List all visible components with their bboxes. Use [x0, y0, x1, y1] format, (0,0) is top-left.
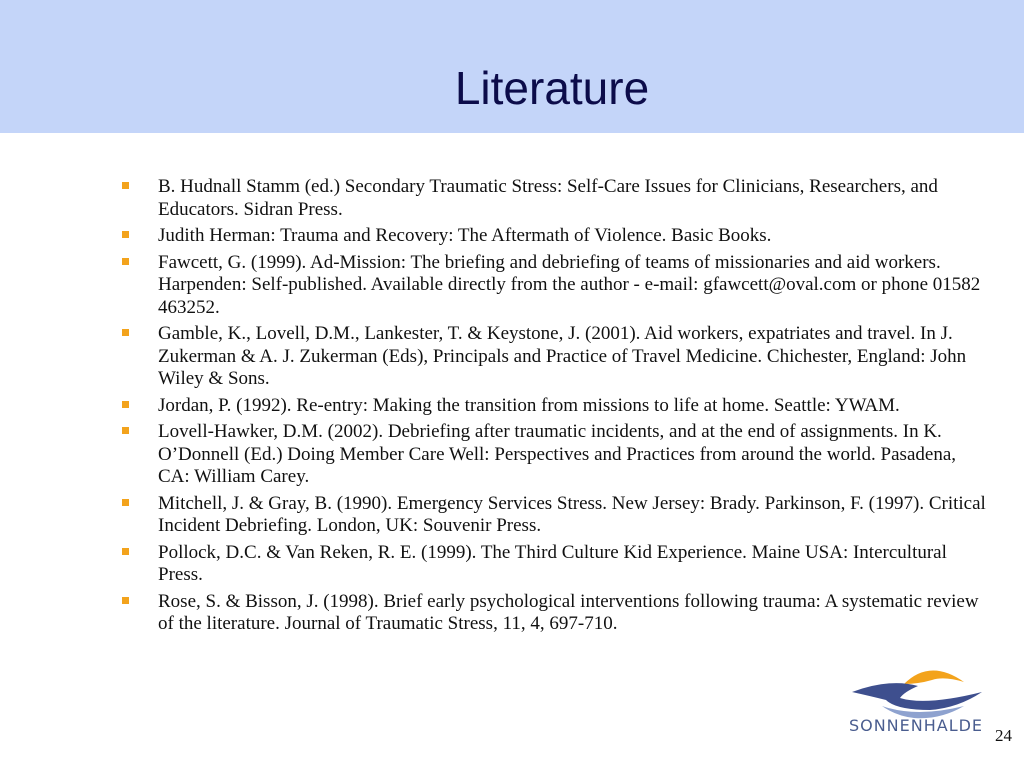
- bullet-icon: [122, 329, 129, 336]
- logo-text: SONNENHALDE: [848, 716, 984, 735]
- reference-text: Mitchell, J. & Gray, B. (1990). Emergency Services Stress. New Jersey: Brady. Parkinson, F. (1997). Critical Incident Debriefing. London, UK: Souvenir Press.: [158, 492, 986, 536]
- list-item: [120, 252, 990, 320]
- bullet-icon: [122, 258, 129, 265]
- bullet-icon: [122, 427, 129, 434]
- bullet-icon: [122, 499, 129, 506]
- list-item: [120, 323, 990, 391]
- bullet-icon: [122, 548, 129, 555]
- bullet-icon: [122, 597, 129, 604]
- list-item: [120, 542, 990, 587]
- reference-text: Rose, S. & Bisson, J. (1998). Brief early psychological interventions following trauma: A systematic review of the literature. Journal of Traumatic Stress, 11, 4, 697-710.: [158, 590, 979, 634]
- reference-text: Jordan, P. (1992). Re-entry: Making the transition from missions to life at home. Seattle: YWAM.: [158, 394, 900, 416]
- reference-text: Lovell-Hawker, D.M. (2002). Debriefing after traumatic incidents, and at the end of assignments. In K. O’Donnell (Ed.) Doing Member Care Well: Perspectives and Practices from around the world. Pasadena, CA: William Carey.: [158, 421, 956, 487]
- reference-text: Pollock, D.C. & Van Reken, R. E. (1999). The Third Culture Kid Experience. Maine USA: Intercultural Press.: [158, 541, 947, 585]
- list-item: [120, 421, 990, 489]
- reference-text: Judith Herman: Trauma and Recovery: The Aftermath of Violence. Basic Books.: [158, 225, 772, 246]
- reference-text: Gamble, K., Lovell, D.M., Lankester, T. & Keystone, J. (2001). Aid workers, expatriates and travel. In J. Zukerman & A. J. Zukerman (Eds), Principals and Practice of Travel Medicine. Chichester, England: John Wiley & Sons.: [158, 323, 967, 389]
- list-item: [120, 225, 990, 248]
- slide-title: Literature: [454, 62, 650, 114]
- page-number: 24: [995, 726, 1012, 745]
- bullet-icon: [122, 231, 129, 238]
- reference-text: Fawcett, G. (1999). Ad-Mission: The briefing and debriefing of teams of missionaries and aid workers. Harpenden: Self-published. Available directly from the author - e-mail: gfawcett@oval.com or phone 01582 463252.: [158, 251, 981, 318]
- list-item: [120, 395, 990, 418]
- list-item: [120, 176, 990, 221]
- bullet-icon: [122, 182, 129, 189]
- list-item: [120, 493, 990, 538]
- reference-text: B. Hudnall Stamm (ed.) Secondary Traumatic Stress: Self-Care Issues for Clinicians, Researchers, and Educators. Sidran Press.: [158, 176, 938, 220]
- reference-list: [120, 176, 990, 640]
- bullet-icon: [122, 401, 129, 408]
- list-item: [120, 591, 990, 636]
